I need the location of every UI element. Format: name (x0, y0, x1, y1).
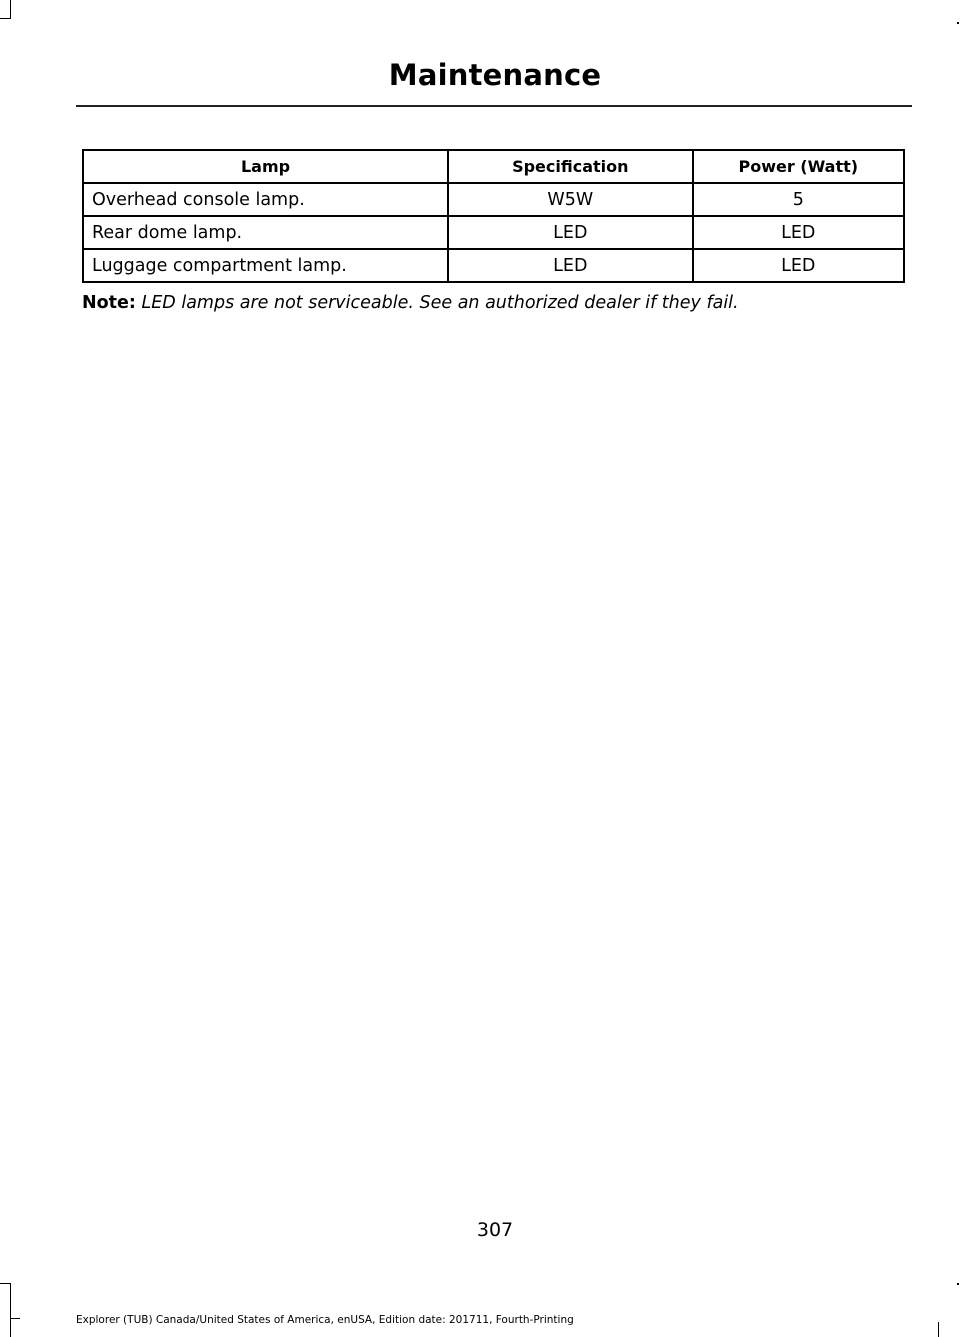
note-text: LED lamps are not serviceable. See an authorized dealer if they fail. (141, 293, 739, 313)
crop-mark (0, 18, 11, 19)
crop-mark (938, 1322, 939, 1337)
footer-edition-info: Explorer (TUB) Canada/United States of America, enUSA, Edition date: 201711, Fourth-Printing (76, 1314, 574, 1326)
column-header-lamp: Lamp (83, 150, 448, 183)
crop-mark (10, 0, 11, 18)
crop-mark (0, 1283, 11, 1284)
specification-cell: LED (448, 249, 693, 282)
crop-mark (957, 22, 959, 24)
power-cell: LED (693, 216, 904, 249)
bulb-specification-table (82, 149, 905, 283)
specification-cell: LED (448, 216, 693, 249)
note (82, 293, 739, 313)
title-divider (76, 105, 912, 107)
lamp-cell: Overhead console lamp. (83, 183, 448, 216)
lamp-cell: Rear dome lamp. (83, 216, 448, 249)
crop-mark (10, 1283, 11, 1337)
table-row (83, 249, 904, 282)
table-row (83, 183, 904, 216)
note-label: Note: (82, 293, 136, 313)
crop-mark (10, 1318, 20, 1319)
power-cell: LED (693, 249, 904, 282)
table-header-row (83, 150, 904, 183)
crop-mark (957, 1283, 959, 1285)
specification-cell: W5W (448, 183, 693, 216)
column-header-specification: Specification (448, 150, 693, 183)
page-number: 307 (476, 1219, 514, 1241)
power-cell: 5 (693, 183, 904, 216)
lamp-cell: Luggage compartment lamp. (83, 249, 448, 282)
table-row (83, 216, 904, 249)
column-header-power: Power (Watt) (693, 150, 904, 183)
page-title: Maintenance (388, 58, 602, 92)
